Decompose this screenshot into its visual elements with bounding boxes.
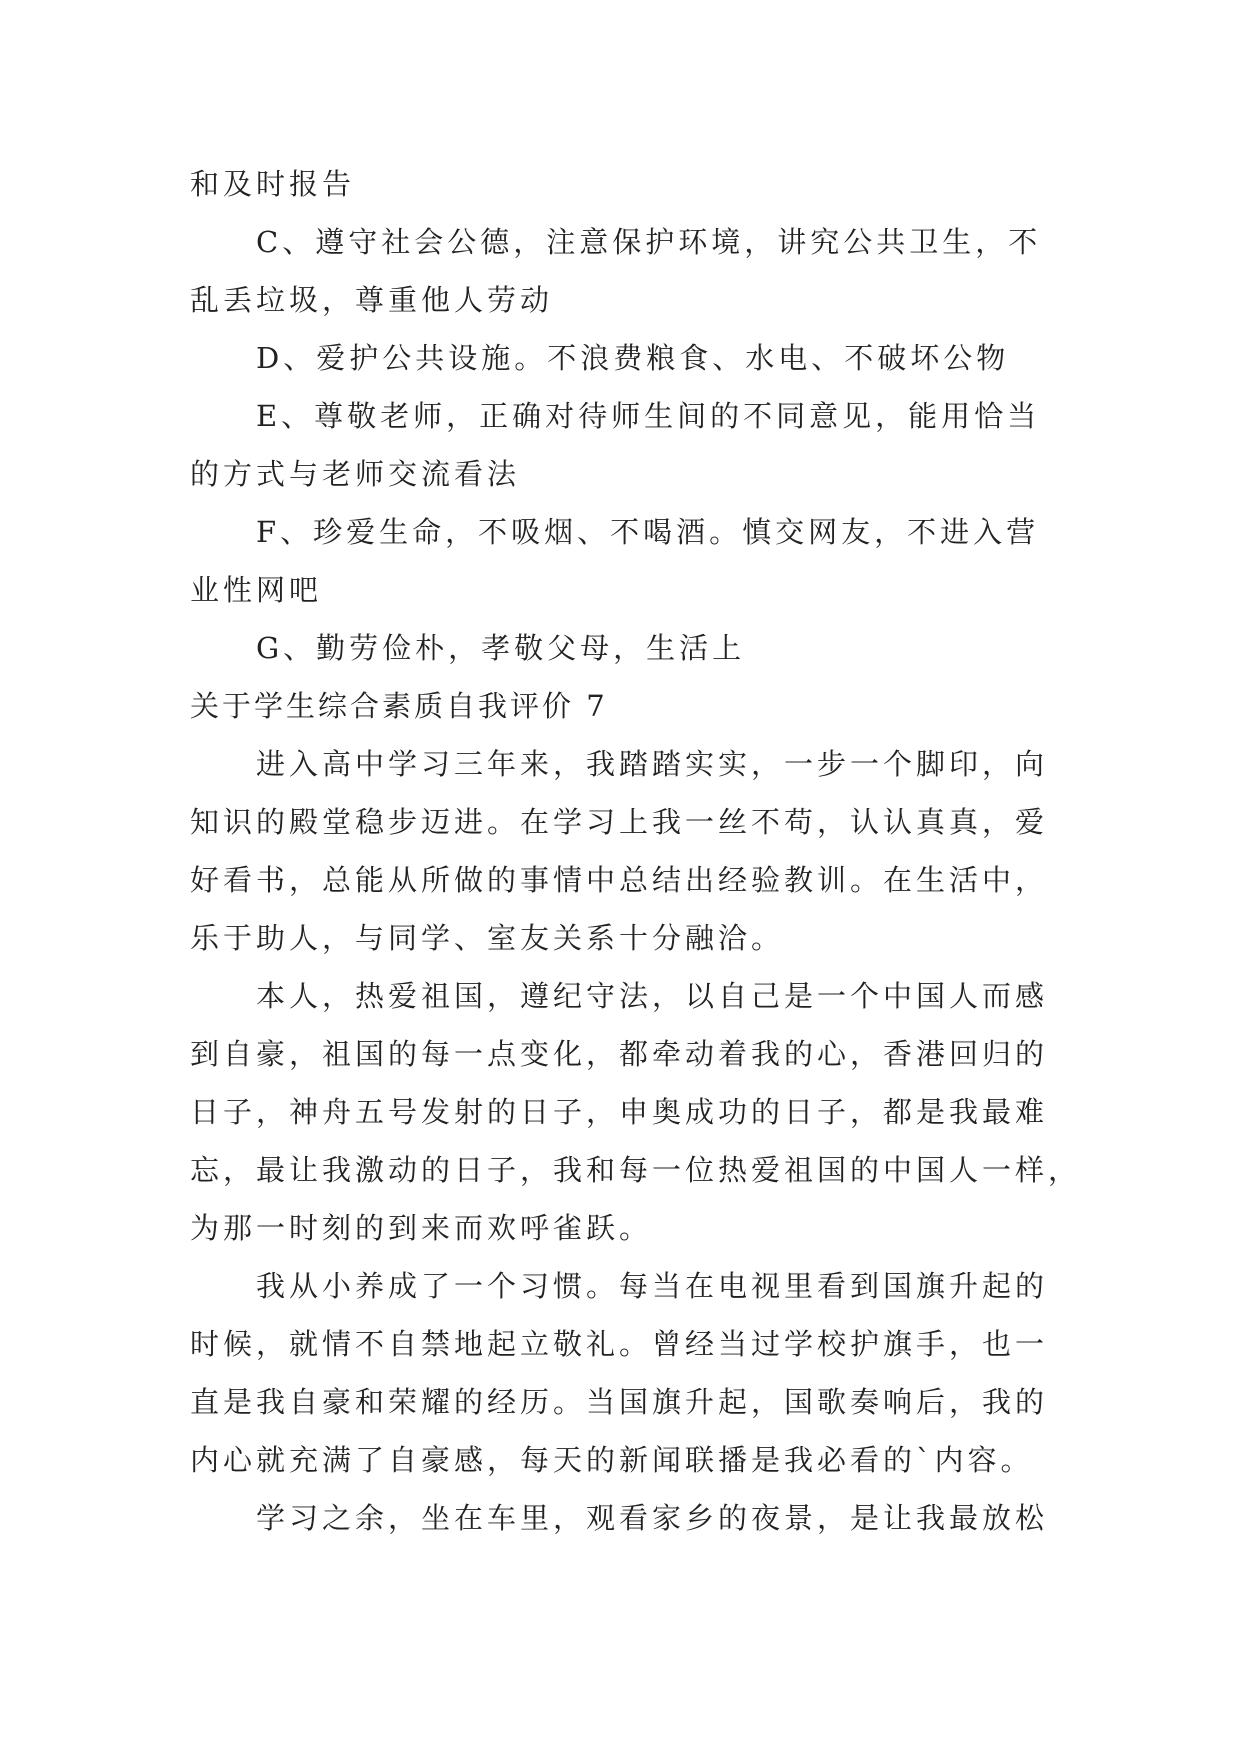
text-line: 到自豪，祖国的每一点变化，都牵动着我的心，香港回归的 [190, 1037, 1049, 1071]
text-line: 本人，热爱祖国，遵纪守法，以自己是一个中国人而感 [256, 979, 1049, 1013]
text-line: 的方式与老师交流看法 [190, 457, 521, 491]
text-line: 学习之余，坐在车里，观看家乡的夜景，是让我最放松 [256, 1501, 1049, 1535]
text-line: 乐于助人，与同学、室友关系十分融洽。 [190, 921, 785, 955]
text-line: E、尊敬老师，正确对待师生间的不同意见，能用恰当 [256, 399, 1041, 433]
text-line: G、勤劳俭朴，孝敬父母，生活上 [256, 631, 746, 665]
text-line: 知识的殿堂稳步迈进。在学习上我一丝不苟，认认真真，爱 [190, 805, 1049, 839]
text-line: 乱丢垃圾，尊重他人劳动 [190, 283, 554, 317]
text-line: 忘，最让我激动的日子，我和每一位热爱祖国的中国人一样， [190, 1153, 1082, 1187]
text-line: 内心就充满了自豪感，每天的新闻联播是我必看的`内容。 [190, 1443, 1034, 1477]
document-body [190, 155, 1082, 1547]
text-line: 业性网吧 [190, 573, 323, 607]
text-line: 直是我自豪和荣耀的经历。当国旗升起，国歌奏响后，我的 [190, 1385, 1049, 1419]
text-line: 和及时报告 [190, 167, 356, 201]
text-line: F、珍爱生命，不吸烟、不喝酒。慎交网友，不进入营 [256, 515, 1040, 549]
text-line: 时候，就情不自禁地起立敬礼。曾经当过学校护旗手，也一 [190, 1327, 1049, 1361]
text-line: 日子，神舟五号发射的日子，申奥成功的日子，都是我最难 [190, 1095, 1049, 1129]
text-line: C、遵守社会公德，注意保护环境，讲究公共卫生，不 [256, 225, 1042, 259]
text-line: 为那一时刻的到来而欢呼雀跃。 [190, 1211, 653, 1245]
text-line: 我从小养成了一个习惯。每当在电视里看到国旗升起的 [256, 1269, 1049, 1303]
text-line: 好看书，总能从所做的事情中总结出经验教训。在生活中， [190, 863, 1049, 897]
text-line: D、爱护公共设施。不浪费粮食、水电、不破坏公物 [256, 341, 1010, 375]
section-heading: 关于学生综合素质自我评价 7 [190, 689, 608, 723]
text-line: 进入高中学习三年来，我踏踏实实，一步一个脚印，向 [256, 747, 1049, 781]
